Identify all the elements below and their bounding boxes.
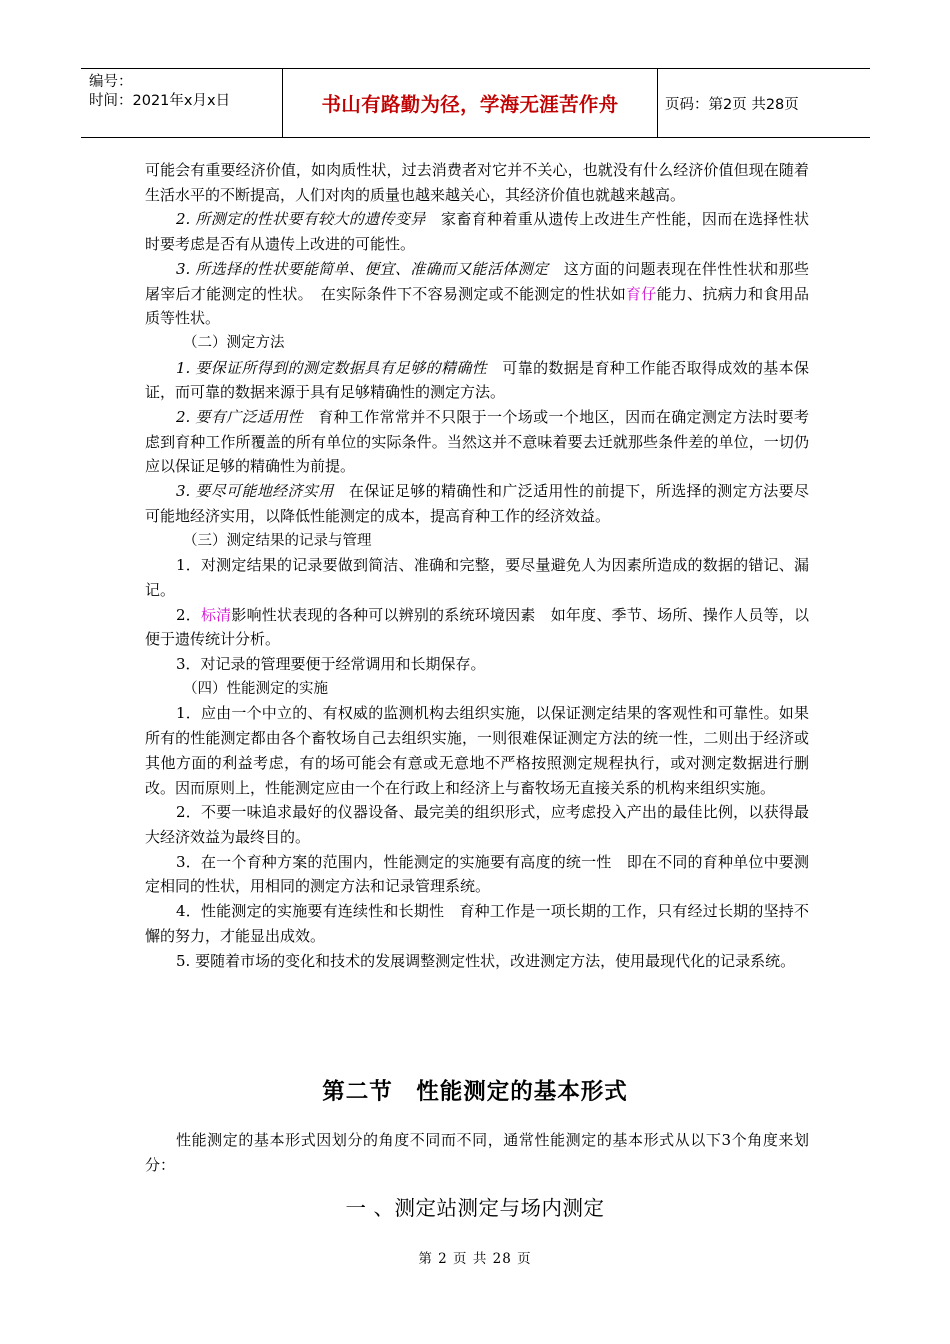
paragraph bbox=[145, 405, 809, 479]
paragraph: 可能会有重要经济价值，如肉质性状，过去消费者对它并不关心，也就没有什么经济价值但现在随着生活水平的不断提高，人们对肉的质量也越来越关心，其经济价值也就越来越高。 bbox=[145, 161, 809, 204]
subsection-title: 一 、测定站测定与场内测定 bbox=[345, 1196, 605, 1220]
paragraph: 5. 要随着市场的变化和技术的发展调整测定性状，改进测定方法，使用最现代化的记录系统。 bbox=[176, 951, 796, 970]
paragraph bbox=[145, 257, 809, 331]
paragraph bbox=[145, 603, 809, 652]
page-header bbox=[81, 68, 870, 138]
paragraph: 3．对记录的管理要便于经常调用和长期保存。 bbox=[176, 655, 486, 674]
number-label: 编号： bbox=[89, 74, 133, 90]
paragraph: 4．性能测定的实施要有连续性和长期性 育种工作是一项长期的工作，只有经过长期的坚持不懈的努力，才能显出成效。 bbox=[145, 902, 809, 945]
item-body: 可靠的数据是育种工作能否取得成效的基本保证，而可靠的数据来源于具有足够精确性的测定方法。 bbox=[145, 358, 809, 402]
subheading: （三）测定结果的记录与管理 bbox=[183, 532, 372, 549]
item-body: 家畜育种着重从遗传上改进生产性能，因而在选择性状时要考虑是否有从遗传上改进的可能性。 bbox=[145, 210, 809, 254]
item-body: 育种工作常常并不只限于一个场或一个地区，因而在确定测定方法时要考虑到育种工作所覆盖的所有单位的实际条件。当然这并不意味着要去迁就那些条件差的单位，一切仍应以保证足够的精确性为前提。 bbox=[145, 408, 809, 476]
highlighted-term: 标清 bbox=[200, 605, 232, 624]
paragraph: 3．在一个育种方案的范围内，性能测定的实施要有高度的统一性 即在不同的育种单位中要测定相同的性状，用相同的测定方法和记录管理系统。 bbox=[145, 852, 809, 896]
item-number: 2． bbox=[176, 605, 201, 624]
section-title: 第二节 性能测定的基本形式 bbox=[322, 1079, 628, 1105]
paragraph bbox=[145, 356, 809, 405]
section-intro: 性能测定的基本形式因划分的角度不同而不同，通常性能测定的基本形式从以下3个角度来划分： bbox=[145, 1131, 809, 1174]
paragraph: 2．不要一味追求最好的仪器设备、最完美的组织形式，应考虑投入产出的最佳比例，以获得最大经济效益为最终目的。 bbox=[145, 803, 809, 846]
header-page-label: 页码：第2页 共28页 bbox=[665, 96, 799, 113]
paragraph: 1．应由一个中立的、有权威的监测机构去组织实施，以保证测定结果的客观性和可靠性。如果所有的性能测定都由各个畜牧场自己去组织实施，一则很难保证测定方法的统一性，二则出于经济或其他方面的利益考虑，有的场可能会有意或无意地不严格按照测定规程执行，或对测定数据进行删改。因而原则上，性能测定应由一个在行政上和经济上与畜牧场无直接关系的机构来组织实施。 bbox=[145, 704, 809, 797]
paragraph: 1．对测定结果的记录要做到简洁、准确和完整，要尽量避免人为因素所造成的数据的错记、漏记。 bbox=[145, 556, 809, 599]
body-text bbox=[145, 158, 809, 973]
section-intro-block bbox=[145, 1128, 809, 1177]
item-body: 在保证足够的精确性和广泛适用性的前提下，所选择的测定方法要尽可能地经济实用，以降低性能测定的成本，提高育种工作的经济效益。 bbox=[145, 482, 809, 525]
highlighted-term: 育仔 bbox=[626, 284, 657, 303]
subheading: （二）测定方法 bbox=[183, 334, 285, 351]
item-title: 3. 要尽可能地经济实用 bbox=[176, 482, 334, 501]
time-label: 时间：2021年x月x日 bbox=[89, 93, 231, 109]
item-title: 2. 要有广泛适用性 bbox=[176, 408, 303, 427]
header-info-cell bbox=[81, 69, 283, 137]
item-body: 这方面的问题表现在伴性性状和那些屠宰后才能测定的性状。 在实际条件下不容易测定或不能测定的性状如 bbox=[145, 259, 809, 303]
header-motto: 书山有路勤为径，学海无涯苦作舟 bbox=[283, 69, 658, 137]
item-title: 2. 所测定的性状要有较大的遗传变异 bbox=[176, 210, 426, 229]
paragraph bbox=[145, 207, 809, 256]
paragraph bbox=[145, 479, 809, 528]
item-title: 1. 要保证所得到的测定数据具有足够的精确性 bbox=[176, 358, 488, 377]
subheading: （四）性能测定的实施 bbox=[183, 680, 328, 697]
page-footer: 第 2 页 共 28 页 bbox=[418, 1251, 532, 1267]
item-body: 能力、抗病力和食用品质等性状。 bbox=[145, 284, 809, 328]
item-body: 影响性状表现的各种可以辨别的系统环境因素 如年度、季节、场所、操作人员等，以便于遗传统计分析。 bbox=[145, 605, 809, 649]
item-title: 3. 所选择的性状要能简单、便宜、准确而又能活体测定 bbox=[176, 259, 549, 278]
